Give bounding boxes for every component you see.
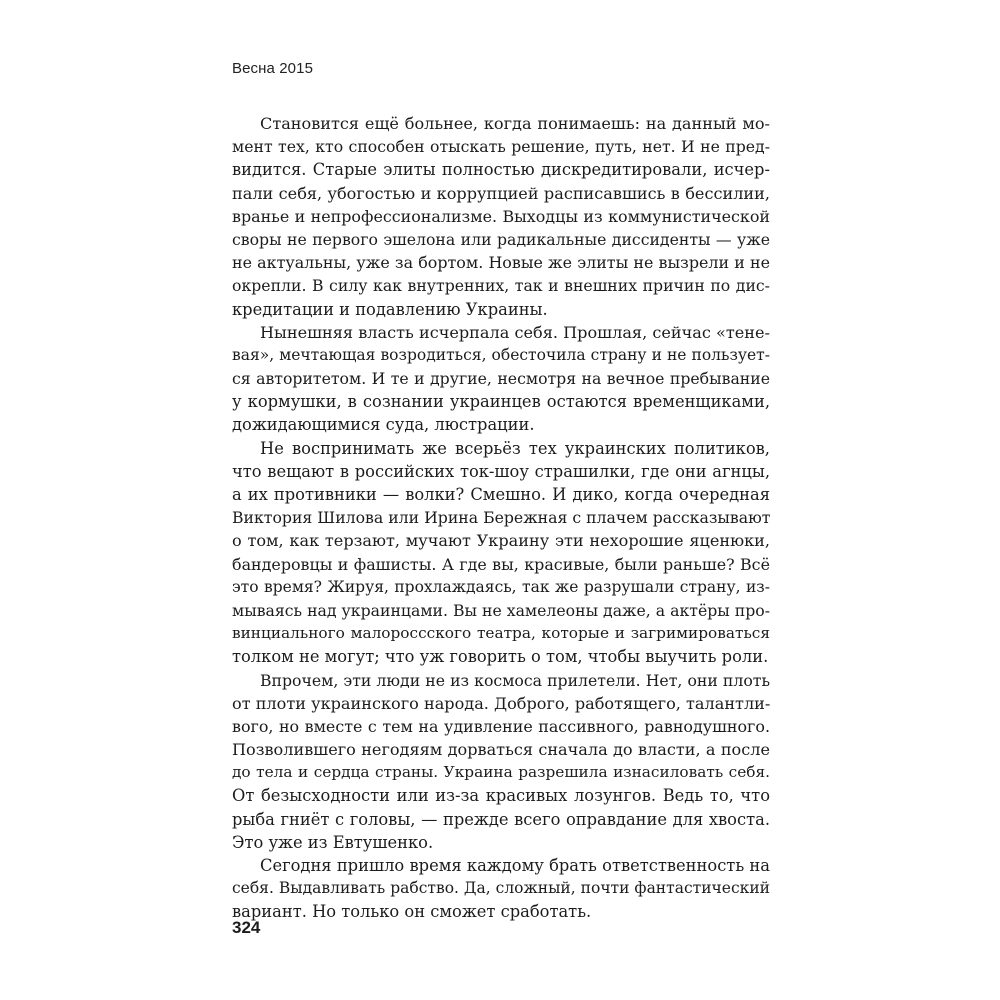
text-line: Позволившего негодяям дорваться сначала до власти, а после bbox=[232, 740, 770, 760]
text-line: от плоти украинского народа. Доброго, работящего, талантли- bbox=[232, 693, 771, 713]
text-line: Становится ещё больнее, когда понимаешь: на данный мо- bbox=[260, 114, 770, 133]
text-line: своры не первого эшелона или радикальные диссиденты — уже bbox=[232, 229, 770, 249]
text-line: мент тех, кто способен отыскать решение, путь, нет. И не пред- bbox=[232, 137, 770, 157]
text-line: что вещают в российских ток-шоу страшилки, где они агнцы, bbox=[232, 461, 770, 481]
text-line: Не воспринимать же всерьёз тех украинских политиков, bbox=[260, 438, 770, 458]
text-line: дожидающимися суда, люстрации. bbox=[232, 415, 535, 435]
text-line: вранье и непрофессионализме. Выходцы из коммунистической bbox=[232, 206, 770, 226]
text-line: пали себя, убогостью и коррупцией расписавшись в бессилии, bbox=[232, 183, 770, 203]
text-line: это время? Жируя, прохлаждаясь, так же разрушали страну, из- bbox=[232, 577, 770, 596]
text-line: Впрочем, эти люди не из космоса прилетели. Нет, они плоть bbox=[260, 670, 770, 690]
text-line: рыба гниёт с головы, — прежде всего оправдание для хвоста. bbox=[232, 809, 770, 829]
text-line: Это уже из Евтушенко. bbox=[232, 832, 434, 852]
body-text bbox=[232, 112, 770, 924]
text-line: до тела и сердца страны. Украина разрешила изнасиловать себя. bbox=[232, 763, 770, 782]
text-line: вого, но вместе с тем на удивление пассивного, равнодушного. bbox=[232, 716, 770, 736]
text-line: Сегодня пришло время каждому брать ответственность на bbox=[260, 856, 770, 875]
text-line: винциального малороссского театра, которые и загримироваться bbox=[232, 624, 770, 643]
text-line: мываясь над украинцами. Вы не хамелеоны даже, а актёры про- bbox=[232, 600, 770, 620]
text-line: вая», мечтающая возродиться, обесточила страну и не пользует- bbox=[232, 345, 770, 364]
running-head: Весна 2015 bbox=[232, 60, 314, 77]
text-line: не актуальны, уже за бортом. Новые же элиты не вызрели и не bbox=[232, 253, 770, 273]
text-line: окрепли. В силу как внутренних, так и внешних причин по дис- bbox=[232, 276, 770, 296]
page-number: 324 bbox=[232, 918, 261, 937]
text-line: у кормушки, в сознании украинцев остаются временщиками, bbox=[232, 392, 770, 412]
text-line: а их противники — волки? Смешно. И дико, когда очередная bbox=[232, 485, 770, 504]
text-line: о том, как терзают, мучают Украину эти нехорошие яценюки, bbox=[232, 531, 770, 551]
text-line: себя. Выдавливать рабство. Да, сложный, почти фантастический bbox=[232, 879, 770, 898]
text-line: видится. Старые элиты полностью дискредитировали, исчер- bbox=[232, 160, 770, 180]
text-line: Виктория Шилова или Ирина Бережная с плачем рассказывают bbox=[232, 508, 771, 528]
text-line: бандеровцы и фашисты. А где вы, красивые, были раньше? Всё bbox=[232, 554, 770, 574]
text-line: вариант. Но только он сможет сработать. bbox=[232, 902, 592, 922]
text-line: ся авторитетом. И те и другие, несмотря на вечное пребывание bbox=[232, 369, 770, 389]
text-line: От безысходности или из-за красивых лозунгов. Ведь то, что bbox=[232, 786, 770, 806]
text-line: толком не могут; что уж говорить о том, чтобы выучить роли. bbox=[232, 647, 769, 667]
text-line: кредитации и подавлению Украины. bbox=[232, 299, 548, 319]
text-line: Нынешняя власть исчерпала себя. Прошлая, сейчас «тене- bbox=[260, 322, 770, 342]
